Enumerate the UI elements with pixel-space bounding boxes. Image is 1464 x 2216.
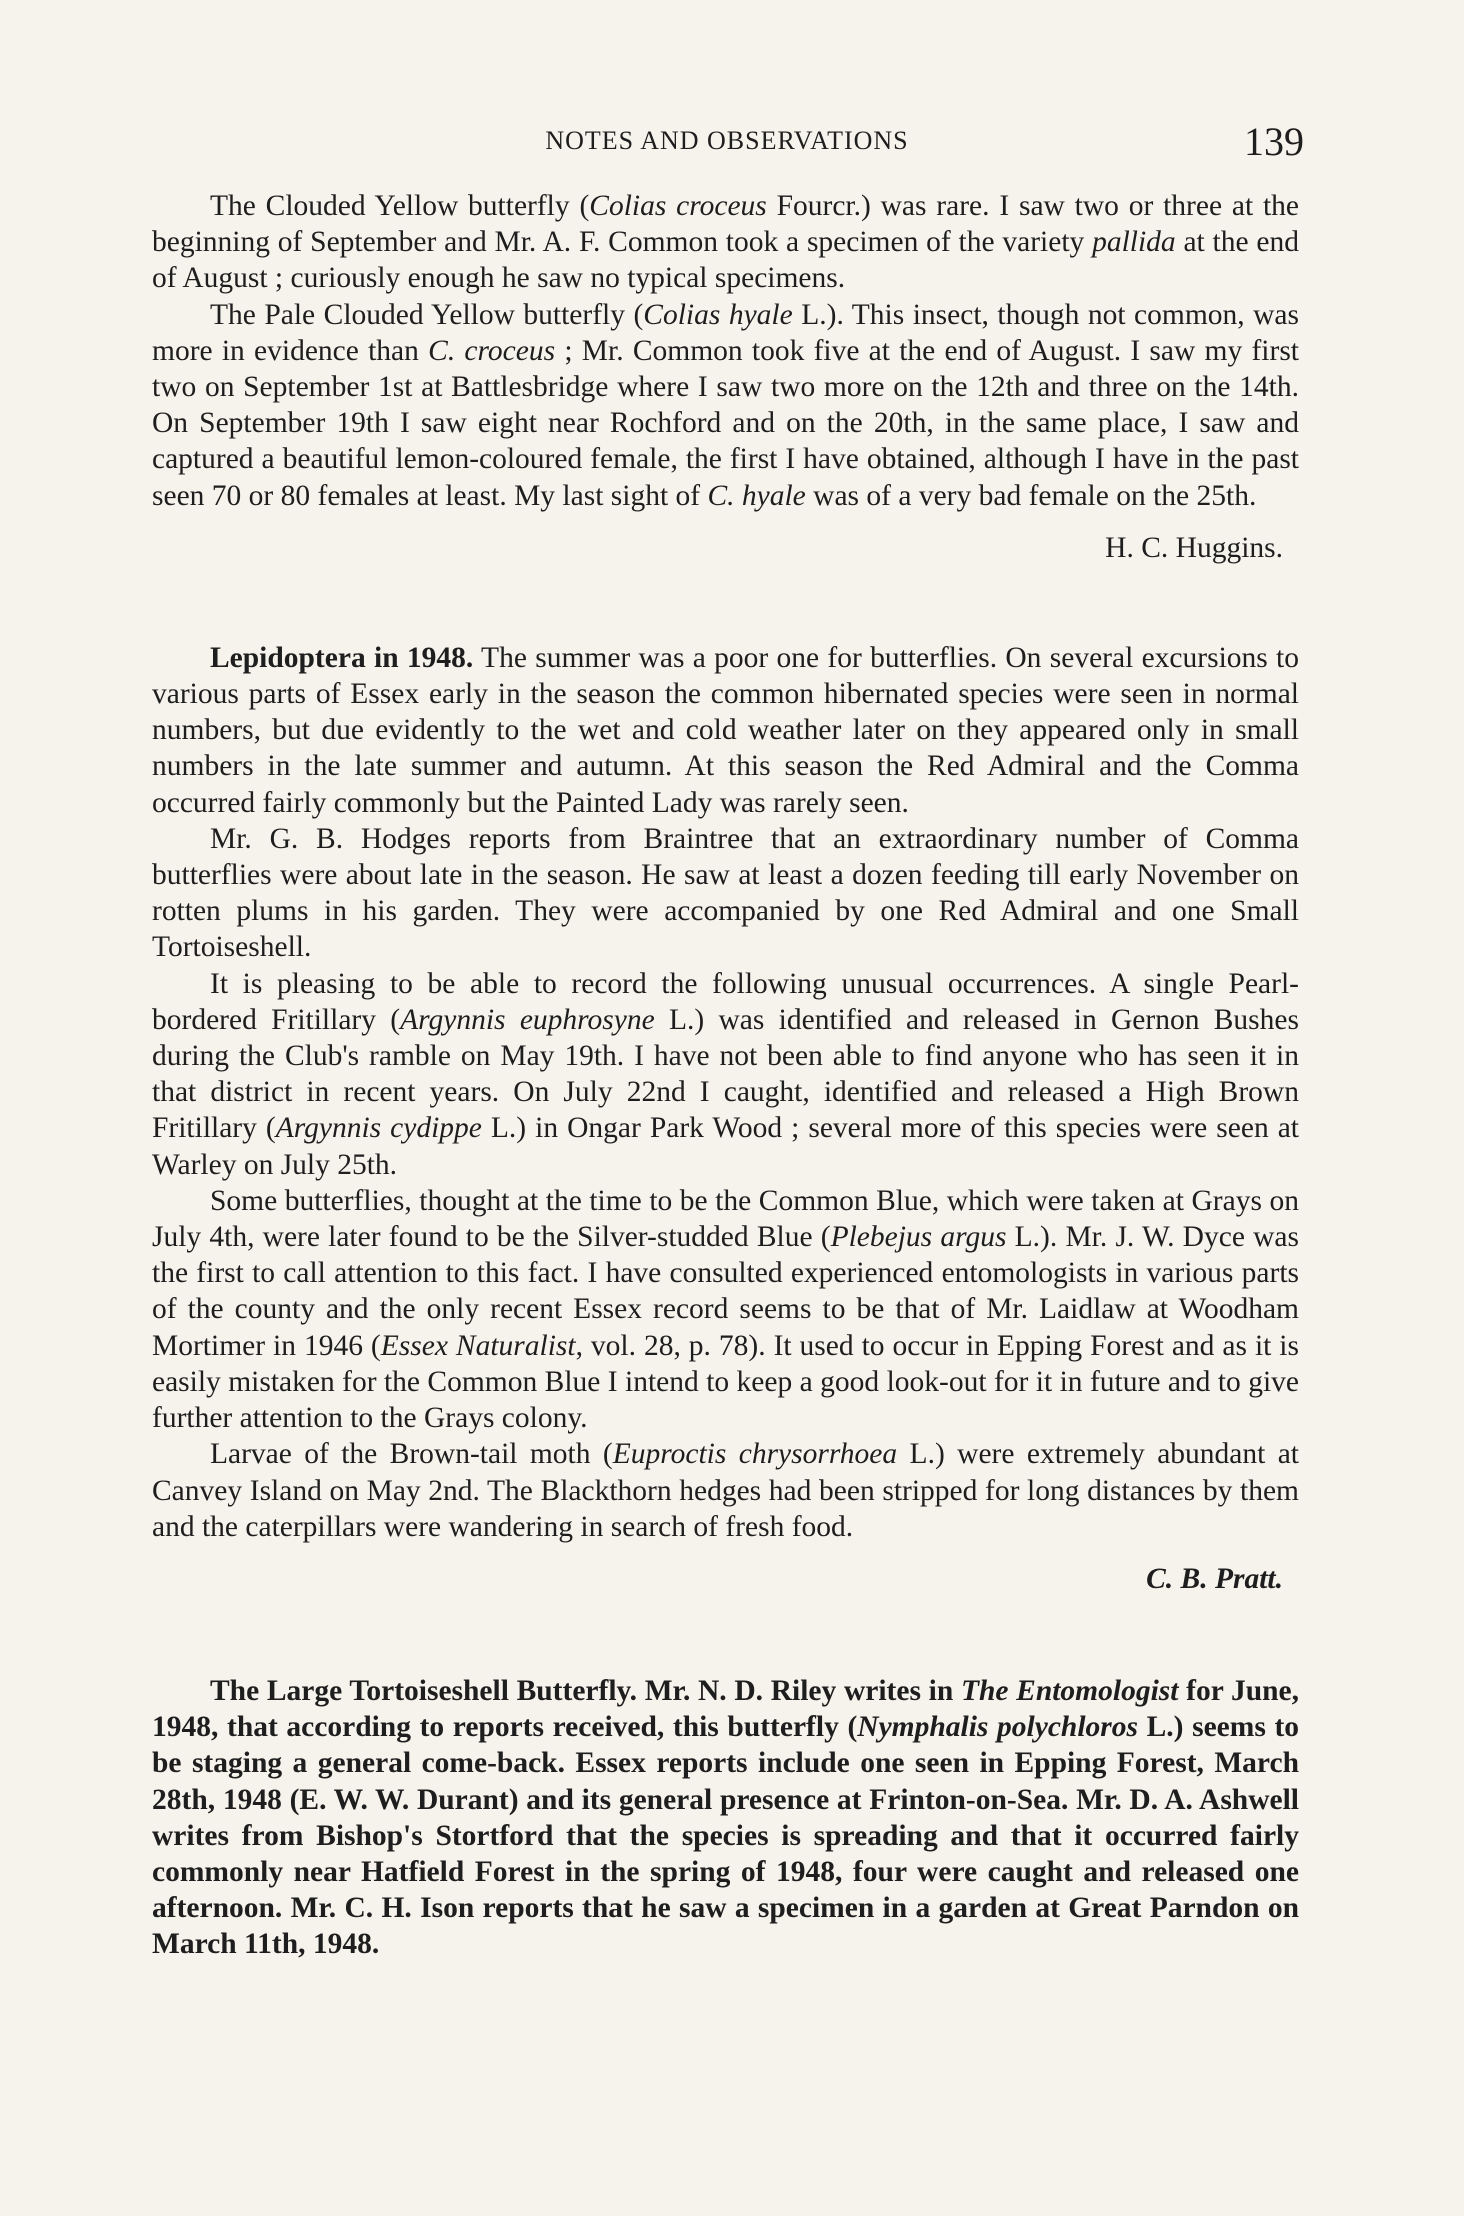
text-run: Larvae of the Brown-tail moth (	[210, 1438, 613, 1471]
text-run: L.). This insect, though not common, was more in evidence than	[152, 298, 1300, 367]
publication-title: The Entomologist	[960, 1674, 1179, 1707]
text-run: L.) seems to be staging a general come-back. Essex reports include one seen in Epping Forest, March 28th, 1948 (E. W. W. Durant) and its general presence at Frinton-on-Sea. Mr. D. A. Ashwell writes from Bishop's Stortford that the species is spreading and that it occurred fairly commonly near Hatfield Forest in the spring of 1948, four were caught and released one afternoon. Mr. C. H. Ison reports that he saw a specimen in a garden at Great Parndon on March 11th, 1948.	[152, 1711, 1300, 1961]
text-run: for June, 1948, that according to reports received, this butterfly (	[152, 1674, 1299, 1744]
paragraph-brown-tail-moth	[152, 1436, 1299, 1545]
paragraph-large-tortoiseshell	[152, 1673, 1299, 1963]
publication-title: Essex Naturalist	[380, 1329, 576, 1362]
page-body	[152, 188, 1299, 1963]
species-name: Plebejus argus	[830, 1221, 1007, 1254]
text-run: , vol. 28, p. 78). It used to occur in Epping Forest and as it is easily mistaken for the Common Blue I intend to keep a good look-out for it in future and to give further attention to the Grays colony.	[152, 1329, 1299, 1435]
text-run: L.) in Ongar Park Wood ; several more of this species were seen at Warley on July 25th.	[152, 1112, 1299, 1181]
paragraph-silver-studded-blue	[152, 1183, 1299, 1436]
paragraph-pale-clouded-yellow	[152, 297, 1299, 514]
species-name: Nymphalis polychloros	[857, 1711, 1138, 1744]
note-heading: Lepidoptera in 1948.	[210, 641, 474, 674]
paragraph-fritillaries	[152, 966, 1299, 1183]
species-name: Colias hyale	[643, 298, 793, 331]
text-run: ; Mr. Common took five at the end of August. I saw my first two on September 1st at Battlesbridge where I saw two more on the 12th and three on the 14th. On September 19th I saw eight near Rochford and on the 20th, in the same place, I saw and captured a beautiful lemon-coloured female, the first I have obtained, although I have in the past seen 70 or 80 females at least. My last sight of	[152, 334, 1299, 512]
text-run: It is pleasing to be able to record the following unusual occurrences. A single Pearl-bordered Fritillary (	[152, 967, 1299, 1036]
species-name: Argynnis euphrosyne	[400, 1003, 655, 1036]
page-number: 139	[1244, 119, 1304, 164]
text-run: L.) were extremely abundant at Canvey Island on May 2nd. The Blackthorn hedges had been stripped for long distances by them and the caterpillars were wandering in search of fresh food.	[152, 1438, 1300, 1543]
text-run: Some butterflies, thought at the time to be the Common Blue, which were taken at Grays on July 4th, were later found to be the Silver-studded Blue (	[152, 1184, 1299, 1254]
paragraph-clouded-yellow	[152, 188, 1299, 297]
signature-huggins: H. C. Huggins.	[1105, 531, 1283, 564]
text-run: The Pale Clouded Yellow butterfly (	[210, 298, 644, 331]
text-run: The summer was a poor one for butterflies. On several excursions to various parts of Essex early in the season the common hibernated species were seen in normal numbers, but due evidently to the wet and cold weather later on they appeared only in small numbers in the late summer and autumn. At this season the Red Admiral and the Comma occurred fairly commonly but the Painted Lady was rarely seen.	[152, 641, 1299, 819]
note-heading: The Large Tortoiseshell Butterfly.	[210, 1674, 638, 1707]
text-run: L.) was identified and released in Gernon Bushes during the Club's ramble on May 19th. I have not been able to find anyone who has seen it in that district in recent years. On July 22nd I caught, identified and released a High Brown Fritillary (	[152, 1003, 1299, 1145]
text-run: The Clouded Yellow butterfly (	[210, 190, 590, 222]
text-run: was of a very bad female on the 25th.	[805, 479, 1257, 512]
paragraph-comma-braintree: Mr. G. B. Hodges reports from Braintree that an extraordinary number of Comma butterflies were about late in the season. He saw at least a dozen feeding till early November on rotten plums in his garden. They were accompanied by one Red Admiral and one Small Tortoiseshell.	[152, 822, 1299, 964]
text-run: Fourcr.) was rare. I saw two or three at the beginning of September and Mr. A. F. Common took a specimen of the variety	[152, 190, 1299, 259]
text-run: at the end of August ; curiously enough he saw no typical specimens.	[152, 226, 1299, 295]
species-name: C. croceus	[428, 334, 556, 367]
species-name: Euproctis chrysorrhoea	[612, 1438, 898, 1471]
running-head	[150, 118, 1304, 168]
signature-pratt: C. B. Pratt.	[1146, 1562, 1283, 1595]
species-name: Colias croceus	[589, 190, 767, 222]
running-title: NOTES AND OBSERVATIONS	[545, 126, 909, 155]
paragraph-lepidoptera-1948	[152, 640, 1299, 821]
species-name: Argynnis cydippe	[275, 1112, 482, 1145]
text-run: Mr. N. D. Riley writes in	[637, 1674, 961, 1707]
species-name: C. hyale	[707, 479, 806, 512]
variety-name: pallida	[1092, 226, 1176, 259]
text-run: L.). Mr. J. W. Dyce was the first to call attention to this fact. I have consulted experienced entomologists in various parts of the county and the only recent Essex record seems to be that of Mr. Laidlaw at Woodham Mortimer in 1946 (	[152, 1221, 1299, 1362]
